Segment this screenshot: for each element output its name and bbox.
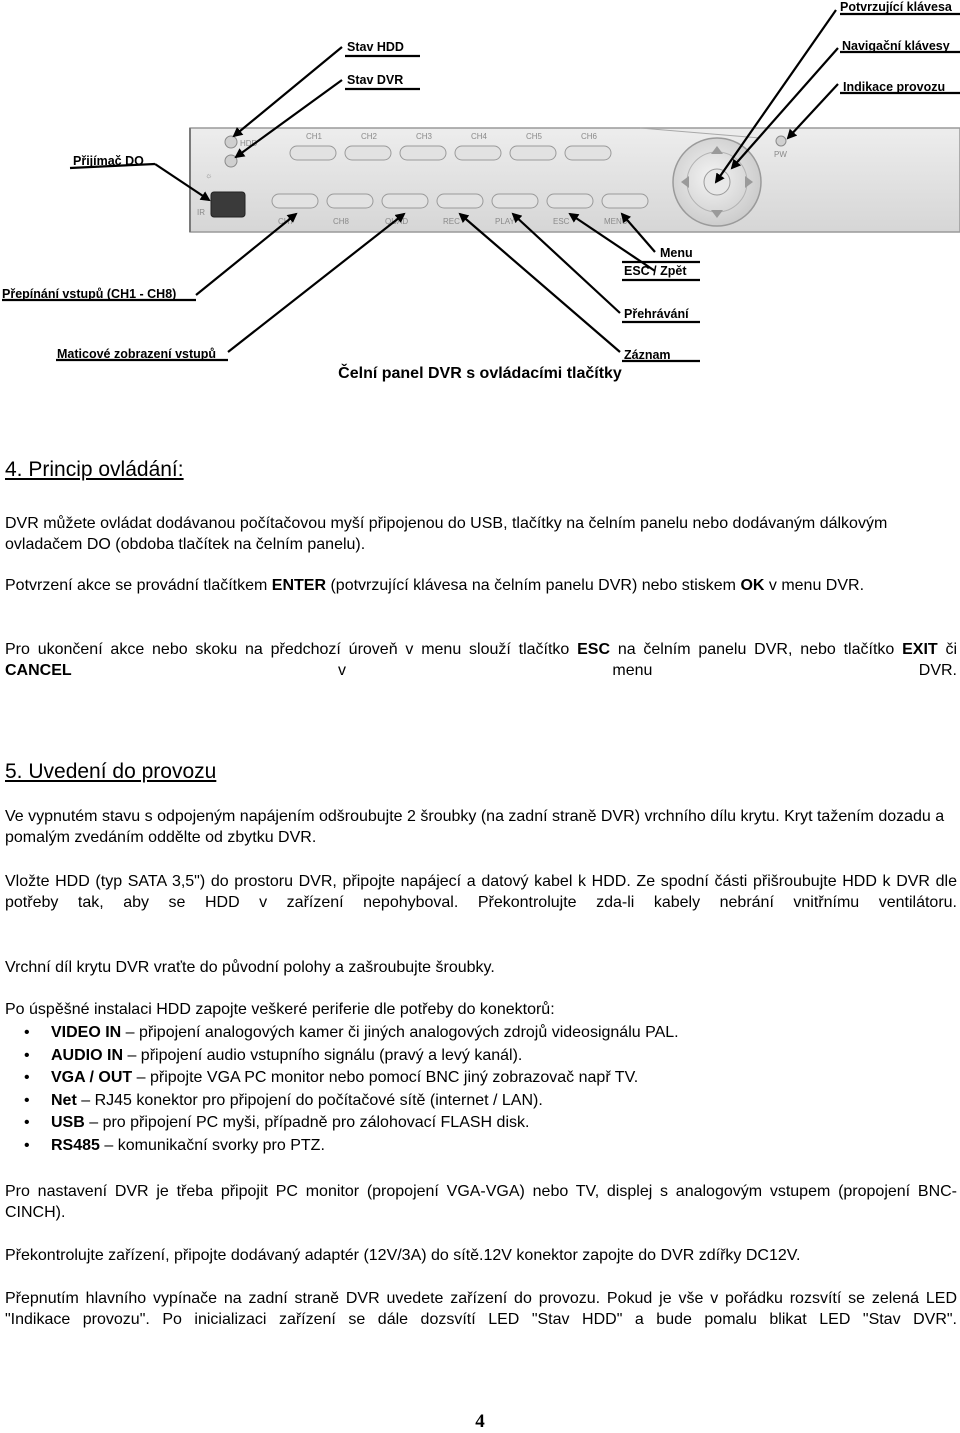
callout-dvr-led: Stav DVR bbox=[347, 73, 404, 87]
callout-matrix-view: Maticové zobrazení vstupů bbox=[57, 347, 217, 361]
list-item: • VIDEO IN – připojení analogových kamer či jiných analogových zdrojů videosignálu PAL. bbox=[24, 1024, 679, 1041]
list-item: • RS485 – komunikační svorky pro PTZ. bbox=[24, 1136, 325, 1154]
svg-text:CH5: CH5 bbox=[526, 132, 543, 141]
callout-power-led: Indikace provozu bbox=[843, 80, 946, 94]
section-5-paragraph-7: Přepnutím hlavního vypínače na zadní straně DVR uvedete zařízení do provozu. Pokud je vše v pořádku rozsvítí se zelená LED "Indikace provozu". Po inicializaci zařízení se dále dozsvítí LED "Stav HDD" a bude pomalu blikat LED "Stav DVR". bbox=[5, 1290, 957, 1328]
page-number: 4 bbox=[475, 1411, 485, 1432]
section-5-paragraph-1: Ve vypnutém stavu s odpojeným napájením odšroubujte 2 šroubky (na zadní straně DVR) vrchního dílu krytu. Kryt tažením dozadu a pomalým zvedáním oddělte od zbytku DVR. bbox=[5, 808, 945, 846]
callout-channel-switch: Přepínání vstupů (CH1 - CH8) bbox=[2, 287, 177, 301]
list-item: • VGA / OUT – připojte VGA PC monitor nebo pomocí BNC jiný zobrazovač např TV. bbox=[24, 1069, 639, 1087]
connector-list bbox=[24, 1022, 679, 1158]
figure-caption: Čelní panel DVR s ovládacími tlačítky bbox=[338, 365, 622, 382]
svg-text:MENU: MENU bbox=[604, 217, 628, 226]
ir-receiver-window bbox=[211, 192, 245, 217]
section-5-paragraph-3: Vrchní díl krytu DVR vraťte do původní polohy a zašroubujte šroubky. bbox=[5, 959, 495, 976]
callout-playback: Přehrávání bbox=[624, 307, 689, 321]
callout-enter-key: Potvrzující klávesa bbox=[840, 0, 952, 14]
callout-esc-back: ESC / Zpět bbox=[624, 264, 687, 278]
dvr-front-panel-figure bbox=[0, 0, 960, 370]
section-5-paragraph-6: Překontrolujte zařízení, připojte dodávaný adaptér (12V/3A) do sítě.12V konektor zapojte do DVR zdířky DC12V. bbox=[5, 1247, 801, 1264]
svg-text:QUAD: QUAD bbox=[385, 217, 409, 226]
callout-hdd-led: Stav HDD bbox=[347, 40, 404, 54]
svg-text:CH4: CH4 bbox=[471, 132, 488, 141]
svg-text:CH6: CH6 bbox=[581, 132, 598, 141]
callout-ir-receiver: Přijímač DO bbox=[73, 154, 144, 168]
svg-text:ESC: ESC bbox=[553, 217, 570, 226]
section-5-paragraph-2: Vložte HDD (typ SATA 3,5") do prostoru DVR, připojte napájecí a datový kabel k HDD. Ze spodní části přišroubujte HDD k DVR dle potřeby tak, aby se HDD v zařízení nepohyboval. Překontrolujte zda-li kabely nebrání vnitřnímu ventilátoru. bbox=[5, 873, 957, 911]
svg-text:HDD: HDD bbox=[240, 139, 258, 148]
callout-record: Záznam bbox=[624, 348, 671, 362]
section-5-heading: 5. Uvedení do provozu bbox=[5, 760, 217, 783]
hdd-led bbox=[225, 136, 237, 148]
section-4-paragraph-1: DVR můžete ovládat dodávanou počítačovou myší připojenou do USB, tlačítky na čelním panelu nebo dodávaným dálkovým ovladačem DO (obdoba tlačítek na čelním panelu). bbox=[5, 515, 888, 553]
svg-text:IR: IR bbox=[197, 208, 205, 217]
svg-text:PW: PW bbox=[774, 150, 787, 159]
section-5-paragraph-4: Po úspěšné instalaci HDD zapojte veškeré periferie dle potřeby do konektorů: bbox=[5, 1001, 555, 1018]
section-4-heading: 4. Princip ovládání: bbox=[5, 458, 184, 481]
svg-text:CH2: CH2 bbox=[361, 132, 378, 141]
list-item: • AUDIO IN – připojení audio vstupního signálu (pravý a levý kanál). bbox=[24, 1046, 523, 1064]
svg-text:CH7: CH7 bbox=[278, 217, 295, 226]
callout-menu: Menu bbox=[660, 246, 693, 260]
list-item: • Net – RJ45 konektor pro připojení do počítačové sítě (internet / LAN). bbox=[24, 1091, 543, 1109]
svg-text:CH8: CH8 bbox=[333, 217, 350, 226]
power-led bbox=[776, 136, 786, 146]
svg-text:REC: REC bbox=[443, 217, 460, 226]
section-5-paragraph-5: Pro nastavení DVR je třeba připojit PC monitor (propojení VGA-VGA) nebo TV, displej s analogovým vstupem (propojení BNC-CINCH). bbox=[5, 1183, 957, 1221]
list-item: • USB – pro připojení PC myši, případně pro zálohovací FLASH disk. bbox=[24, 1114, 530, 1132]
dvr-led bbox=[225, 155, 237, 167]
svg-text:☼: ☼ bbox=[205, 171, 213, 180]
section-4-paragraph-2: Potvrzení akce se provádní tlačítkem ENTER (potvrzující klávesa na čelním panelu DVR) nebo stiskem OK v menu DVR. bbox=[5, 577, 865, 594]
svg-text:CH1: CH1 bbox=[306, 132, 323, 141]
svg-text:PLAY: PLAY bbox=[495, 217, 515, 226]
callout-nav-keys: Navigační klávesy bbox=[842, 39, 950, 53]
section-4-paragraph-3: Pro ukončení akce nebo skoku na předchozí úroveň v menu slouží tlačítko ESC na čelním panelu DVR, nebo tlačítko EXIT či CANCEL v menu DVR. bbox=[5, 641, 958, 679]
svg-text:CH3: CH3 bbox=[416, 132, 433, 141]
function-buttons-bottom bbox=[272, 194, 648, 208]
